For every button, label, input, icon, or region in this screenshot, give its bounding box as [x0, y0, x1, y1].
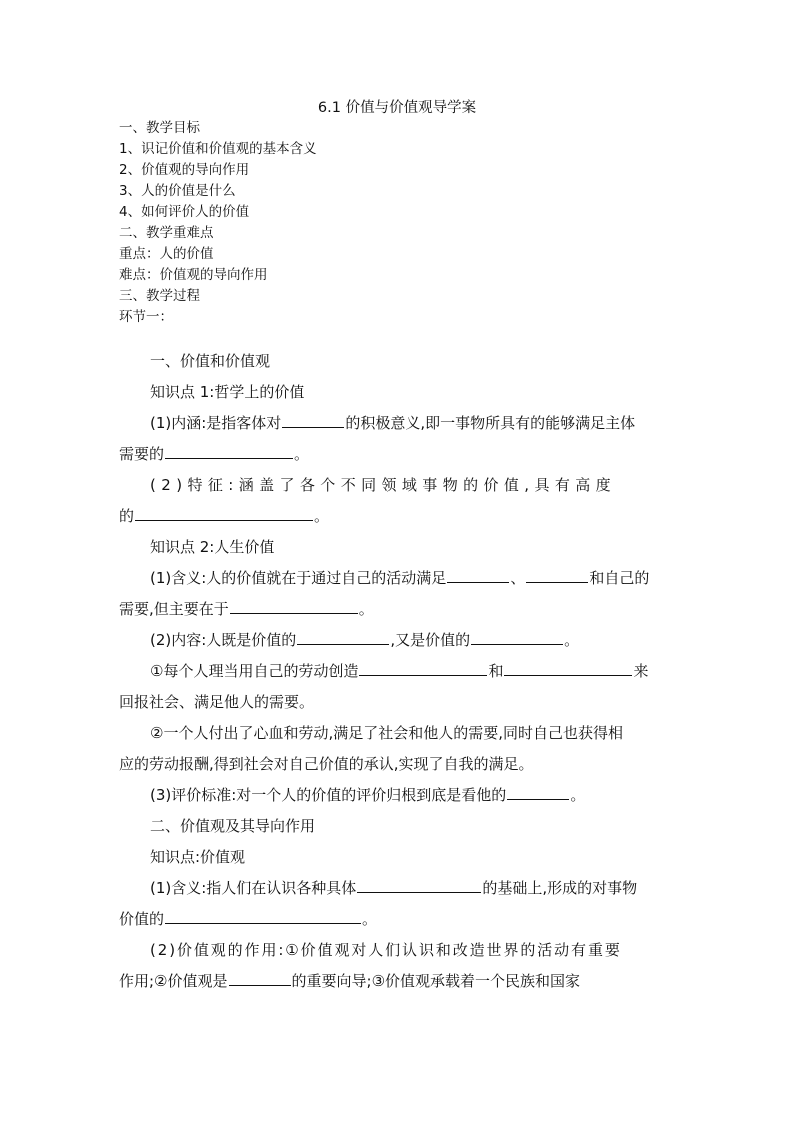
fill-blank[interactable]: [282, 410, 344, 428]
section-heading: 一、价值和价值观: [150, 352, 271, 370]
text: 和自己的: [589, 569, 650, 587]
outline-line: 难点：价值观的导向作用: [119, 267, 268, 283]
section-heading: 二、价值观及其导向作用: [150, 817, 316, 835]
text: 需要的: [119, 445, 165, 463]
fill-blank[interactable]: [504, 658, 632, 676]
paragraph-line: [119, 935, 675, 966]
text: 的: [119, 507, 135, 525]
knowledge-point-heading: 知识点 1:哲学上的价值: [150, 383, 305, 401]
fill-blank[interactable]: [357, 875, 481, 893]
paragraph-line: [119, 408, 675, 439]
text: 、: [510, 569, 526, 587]
text: 作用;②价值观是: [119, 972, 228, 990]
outline-line: 环节一：: [119, 309, 173, 325]
fill-blank[interactable]: [447, 565, 509, 583]
text: 。: [358, 600, 374, 618]
text: (1)内涵:是指客体对: [150, 414, 282, 432]
fill-blank[interactable]: [165, 441, 293, 459]
fill-blank[interactable]: [471, 627, 563, 645]
text: (3)评价标准:对一个人的价值的评价归根到底是看他的: [150, 786, 507, 804]
text: (2)特征:涵盖了各个不同领域事物的价值,具有高度: [150, 476, 617, 494]
paragraph-line: [119, 656, 675, 687]
text: 来: [633, 662, 649, 680]
paragraph-line: [119, 904, 675, 935]
fill-blank[interactable]: [230, 596, 358, 614]
paragraph-line: [119, 470, 675, 501]
text: (2)内容:人既是价值的: [150, 631, 297, 649]
document-title: 6.1 价值与价值观导学案: [317, 100, 477, 116]
outline-line: 三、教学过程: [119, 288, 200, 304]
fill-blank[interactable]: [297, 627, 389, 645]
text: 的重要向导;③价值观承载着一个民族和国家: [291, 972, 581, 990]
paragraph-line: [119, 780, 675, 811]
paragraph-line: 应的劳动报酬,得到社会对自己价值的承认,实现了自我的满足。: [119, 755, 534, 773]
text: 。: [570, 786, 586, 804]
text: 需要,但主要在于: [119, 600, 229, 618]
paragraph-line: [119, 625, 675, 656]
knowledge-point-heading: 知识点:价值观: [150, 848, 246, 866]
outline-line: 3、人的价值是什么: [119, 183, 236, 199]
text: ①每个人理当用自己的劳动创造: [150, 662, 359, 680]
fill-blank[interactable]: [165, 906, 361, 924]
outline-line: 4、如何评价人的价值: [119, 204, 250, 220]
text: 的积极意义,即一事物所具有的能够满足主体: [345, 414, 636, 432]
paragraph-line: [119, 594, 675, 625]
fill-blank[interactable]: [229, 968, 291, 986]
text: 和: [488, 662, 504, 680]
paragraph-line: ②一个人付出了心血和劳动,满足了社会和他人的需要,同时自己也获得相: [150, 724, 623, 742]
knowledge-point-heading: 知识点 2:人生价值: [150, 538, 275, 556]
paragraph-line: [119, 501, 675, 532]
outline-line: 2、价值观的导向作用: [119, 162, 250, 178]
text: 的基础上,形成的对事物: [482, 879, 638, 897]
paragraph-line: [119, 966, 675, 997]
fill-blank[interactable]: [359, 658, 487, 676]
fill-blank[interactable]: [135, 503, 313, 521]
fill-blank[interactable]: [507, 782, 569, 800]
text: (1)含义:人的价值就在于通过自己的活动满足: [150, 569, 447, 587]
text: (2)价值观的作用:①价值观对人们认识和改造世界的活动有重要: [150, 941, 622, 959]
fill-blank[interactable]: [526, 565, 588, 583]
text: 价值的: [119, 910, 165, 928]
text: (1)含义:指人们在认识各种具体: [150, 879, 357, 897]
outline-line: 重点：人的价值: [119, 246, 214, 262]
paragraph-line: [119, 439, 675, 470]
text: 。: [294, 445, 310, 463]
paragraph-line: [119, 563, 675, 594]
outline-line: 1、识记价值和价值观的基本含义: [119, 141, 317, 157]
text: 。: [564, 631, 580, 649]
paragraph-line: 回报社会、满足他人的需要。: [119, 693, 315, 711]
text: ,又是价值的: [390, 631, 471, 649]
text: 。: [314, 507, 330, 525]
text: 。: [362, 910, 378, 928]
outline-line: 二、教学重难点: [119, 225, 214, 241]
paragraph-line: [119, 873, 675, 904]
outline-line: 一、教学目标: [119, 120, 200, 136]
